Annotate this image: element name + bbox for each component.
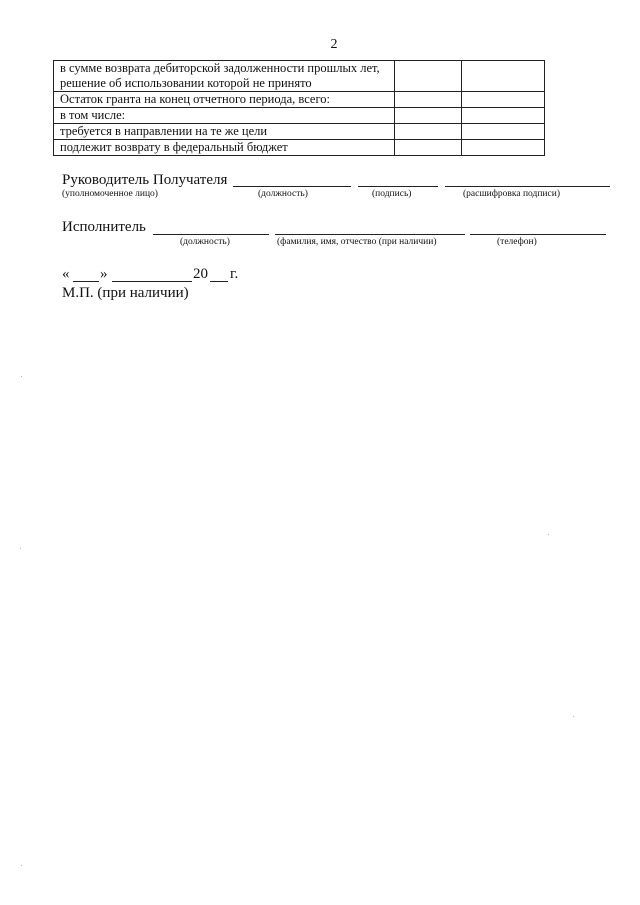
table-row xyxy=(54,140,545,156)
date-year-suffix: г. xyxy=(230,266,239,282)
table-cell-value xyxy=(462,108,545,124)
table-row xyxy=(54,124,545,140)
scan-speck xyxy=(21,865,22,866)
executor-name-caption: (фамилия, имя, отчество (при наличии) xyxy=(277,237,437,247)
table-row xyxy=(54,108,545,124)
stamp-label: М.П. (при наличии) xyxy=(62,285,189,301)
table-cell-value xyxy=(462,61,545,92)
executor-name-blank[interactable] xyxy=(275,234,465,235)
date-day-blank[interactable] xyxy=(73,281,99,282)
date-close-quote: » xyxy=(100,266,108,282)
table-cell-value xyxy=(462,124,545,140)
executor-position-caption: (должность) xyxy=(180,237,230,247)
date-month-blank[interactable] xyxy=(112,281,192,282)
table-cell-label: в том числе: xyxy=(54,108,395,124)
executor-phone-blank[interactable] xyxy=(470,234,606,235)
report-table xyxy=(53,60,545,156)
table-cell-label: требуется в направлении на те же цели xyxy=(54,124,395,140)
executor-phone-caption: (телефон) xyxy=(497,237,537,247)
head-signature-caption: (подпись) xyxy=(372,189,412,199)
table-cell-label: подлежит возврату в федеральный бюджет xyxy=(54,140,395,156)
head-position-caption: (должность) xyxy=(258,189,308,199)
table-cell-value xyxy=(395,61,462,92)
table-cell-value xyxy=(395,92,462,108)
scan-speck xyxy=(548,534,549,535)
executor-label: Исполнитель xyxy=(62,219,146,235)
executor-position-blank[interactable] xyxy=(153,234,269,235)
date-open-quote: « xyxy=(62,266,70,282)
table-cell-label: в сумме возврата дебиторской задолженности прошлых лет, решение об использовании которой не принято xyxy=(54,61,395,92)
table-cell-value xyxy=(395,108,462,124)
scan-speck xyxy=(20,548,21,549)
table-cell-value xyxy=(462,92,545,108)
head-decoding-caption: (расшифровка подписи) xyxy=(463,189,560,199)
date-year-prefix: 20 xyxy=(193,266,208,282)
head-position-blank[interactable] xyxy=(233,186,351,187)
table-cell-value xyxy=(462,140,545,156)
page-number: 2 xyxy=(330,37,338,52)
date-year-blank[interactable] xyxy=(210,281,228,282)
table-cell-value xyxy=(395,140,462,156)
head-label: Руководитель Получателя xyxy=(62,172,228,188)
table-cell-value xyxy=(395,124,462,140)
scan-speck xyxy=(21,376,22,377)
table-row xyxy=(54,92,545,108)
authorized-person-caption: (уполномоченное лицо) xyxy=(62,189,158,199)
head-decoding-blank[interactable] xyxy=(445,186,610,187)
scan-speck xyxy=(573,716,574,717)
table-cell-label: Остаток гранта на конец отчетного периода, всего: xyxy=(54,92,395,108)
head-signature-blank[interactable] xyxy=(358,186,438,187)
table-row xyxy=(54,61,545,92)
